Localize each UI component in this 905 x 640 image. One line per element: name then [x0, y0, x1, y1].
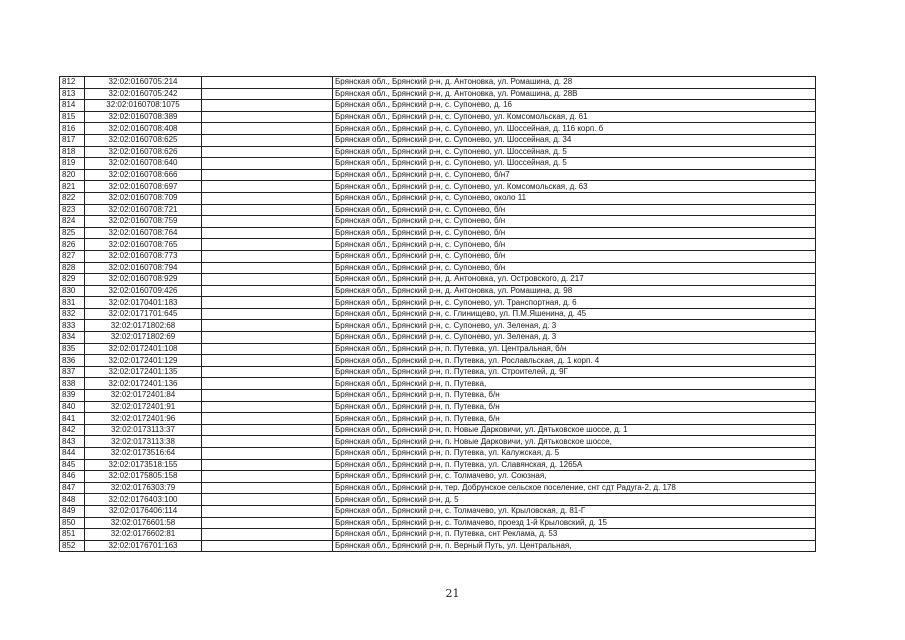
table-row: [60, 274, 816, 286]
row-number-cell: 833: [60, 320, 85, 332]
empty-cell: [202, 401, 333, 413]
cadastral-number-cell: 32:02:0172401:136: [85, 378, 202, 390]
table-row: [60, 378, 816, 390]
cadastral-number-cell: 32:02:0160708:759: [85, 216, 202, 228]
empty-cell: [202, 424, 333, 436]
table-row: [60, 459, 816, 471]
cadastral-number-cell: 32:02:0160708:408: [85, 123, 202, 135]
row-number-cell: 812: [60, 77, 85, 89]
table-row: [60, 448, 816, 460]
empty-cell: [202, 355, 333, 367]
table-row: [60, 111, 816, 123]
cadastral-number-cell: 32:02:0176403:100: [85, 494, 202, 506]
empty-cell: [202, 285, 333, 297]
row-number-cell: 818: [60, 146, 85, 158]
cadastral-number-cell: 32:02:0160708:929: [85, 274, 202, 286]
address-cell: Брянская обл., Брянский р-н, с. Толмачево, ул. Союзная,: [333, 471, 816, 483]
row-number-cell: 846: [60, 471, 85, 483]
table-row: [60, 505, 816, 517]
table-row: [60, 482, 816, 494]
address-cell: Брянская обл., Брянский р-н, с. Супонево, б/н: [333, 262, 816, 274]
empty-cell: [202, 517, 333, 529]
empty-cell: [202, 343, 333, 355]
table-row: [60, 471, 816, 483]
cadastral-number-cell: 32:02:0160708:794: [85, 262, 202, 274]
table-row: [60, 494, 816, 506]
row-number-cell: 836: [60, 355, 85, 367]
table-row: [60, 227, 816, 239]
row-number-cell: 831: [60, 297, 85, 309]
empty-cell: [202, 169, 333, 181]
empty-cell: [202, 378, 333, 390]
empty-cell: [202, 529, 333, 541]
cadastral-number-cell: 32:02:0160708:640: [85, 158, 202, 170]
empty-cell: [202, 459, 333, 471]
table-row: [60, 181, 816, 193]
row-number-cell: 819: [60, 158, 85, 170]
empty-cell: [202, 320, 333, 332]
cadastral-number-cell: 32:02:0173516:64: [85, 448, 202, 460]
row-number-cell: 840: [60, 401, 85, 413]
cadastral-number-cell: 32:02:0171701:645: [85, 308, 202, 320]
empty-cell: [202, 239, 333, 251]
cadastral-number-cell: 32:02:0176601:58: [85, 517, 202, 529]
cadastral-number-cell: 32:02:0160705:214: [85, 77, 202, 89]
cadastral-number-cell: 32:02:0173113:38: [85, 436, 202, 448]
cadastral-number-cell: 32:02:0160708:773: [85, 250, 202, 262]
table-row: [60, 424, 816, 436]
cadastral-number-cell: 32:02:0160705:242: [85, 88, 202, 100]
row-number-cell: 814: [60, 100, 85, 112]
page-number: 21: [445, 587, 460, 600]
row-number-cell: 837: [60, 366, 85, 378]
table-row: [60, 146, 816, 158]
empty-cell: [202, 436, 333, 448]
table-body: [60, 77, 816, 552]
row-number-cell: 852: [60, 540, 85, 552]
cadastral-number-cell: 32:02:0160708:626: [85, 146, 202, 158]
table-row: [60, 204, 816, 216]
cadastral-number-cell: 32:02:0160709:426: [85, 285, 202, 297]
address-cell: Брянская обл., Брянский р-н, с. Глинищево, ул. П.М.Яшенина, д. 45: [333, 308, 816, 320]
row-number-cell: 848: [60, 494, 85, 506]
address-cell: Брянская обл., Брянский р-н, с. Супонево, около 11: [333, 192, 816, 204]
cadastral-number-cell: 32:02:0172401:129: [85, 355, 202, 367]
cadastral-number-cell: 32:02:0176602:81: [85, 529, 202, 541]
row-number-cell: 827: [60, 250, 85, 262]
property-register-table: [59, 76, 816, 552]
cadastral-number-cell: 32:02:0173518:155: [85, 459, 202, 471]
address-cell: Брянская обл., Брянский р-н, п. Путевка, ул. Калужская, д. 5: [333, 448, 816, 460]
row-number-cell: 849: [60, 505, 85, 517]
empty-cell: [202, 262, 333, 274]
row-number-cell: 815: [60, 111, 85, 123]
address-cell: Брянская обл., Брянский р-н, п. Путевка, б/н: [333, 390, 816, 402]
address-cell: Брянская обл., Брянский р-н, с. Супонево, д. 16: [333, 100, 816, 112]
empty-cell: [202, 297, 333, 309]
row-number-cell: 845: [60, 459, 85, 471]
row-number-cell: 839: [60, 390, 85, 402]
empty-cell: [202, 413, 333, 425]
address-cell: Брянская обл., Брянский р-н, тер. Добрунское сельское поселение, снт сдт Радуга-2, д. 178: [333, 482, 816, 494]
row-number-cell: 822: [60, 192, 85, 204]
address-cell: Брянская обл., Брянский р-н, п. Путевка, ул. Славянская, д. 1265А: [333, 459, 816, 471]
table-row: [60, 436, 816, 448]
empty-cell: [202, 158, 333, 170]
table-row: [60, 169, 816, 181]
empty-cell: [202, 111, 333, 123]
address-cell: Брянская обл., Брянский р-н, д. 5: [333, 494, 816, 506]
cadastral-number-cell: 32:02:0160708:389: [85, 111, 202, 123]
row-number-cell: 828: [60, 262, 85, 274]
cadastral-number-cell: 32:02:0172401:135: [85, 366, 202, 378]
row-number-cell: 821: [60, 181, 85, 193]
address-cell: Брянская обл., Брянский р-н, с. Супонево, ул. Транспортная, д. 6: [333, 297, 816, 309]
address-cell: Брянская обл., Брянский р-н, д. Антоновка, ул. Островского, д. 217: [333, 274, 816, 286]
row-number-cell: 838: [60, 378, 85, 390]
table-row: [60, 239, 816, 251]
empty-cell: [202, 274, 333, 286]
empty-cell: [202, 216, 333, 228]
table-row: [60, 88, 816, 100]
row-number-cell: 850: [60, 517, 85, 529]
table-row: [60, 123, 816, 135]
empty-cell: [202, 204, 333, 216]
table-row: [60, 250, 816, 262]
address-cell: Брянская обл., Брянский р-н, п. Путевка, ул. Рославльская, д. 1 корп. 4: [333, 355, 816, 367]
address-cell: Брянская обл., Брянский р-н, с. Супонево, ул. Зеленая, д. 3: [333, 332, 816, 344]
empty-cell: [202, 482, 333, 494]
address-cell: Брянская обл., Брянский р-н, п. Путевка, б/н: [333, 413, 816, 425]
empty-cell: [202, 227, 333, 239]
row-number-cell: 817: [60, 134, 85, 146]
row-number-cell: 829: [60, 274, 85, 286]
cadastral-number-cell: 32:02:0160708:709: [85, 192, 202, 204]
address-cell: Брянская обл., Брянский р-н, с. Супонево, б/н: [333, 239, 816, 251]
empty-cell: [202, 181, 333, 193]
cadastral-number-cell: 32:02:0160708:765: [85, 239, 202, 251]
row-number-cell: 843: [60, 436, 85, 448]
table-row: [60, 401, 816, 413]
cadastral-number-cell: 32:02:0170401:183: [85, 297, 202, 309]
cadastral-number-cell: 32:02:0175805:158: [85, 471, 202, 483]
table-row: [60, 413, 816, 425]
cadastral-number-cell: 32:02:0171802:68: [85, 320, 202, 332]
empty-cell: [202, 366, 333, 378]
address-cell: Брянская обл., Брянский р-н, с. Супонево, ул. Шоссейная, д. 116 корп. б: [333, 123, 816, 135]
address-cell: Брянская обл., Брянский р-н, с. Супонево, ул. Шоссейная, д. 5: [333, 146, 816, 158]
table-row: [60, 308, 816, 320]
address-cell: Брянская обл., Брянский р-н, п. Новые Дарковичи, ул. Дятьковское шоссе, д. 1: [333, 424, 816, 436]
row-number-cell: 832: [60, 308, 85, 320]
table-row: [60, 366, 816, 378]
cadastral-number-cell: 32:02:0176701:163: [85, 540, 202, 552]
table-row: [60, 216, 816, 228]
cadastral-number-cell: 32:02:0176406:114: [85, 505, 202, 517]
address-cell: Брянская обл., Брянский р-н, с. Супонево, б/н: [333, 227, 816, 239]
table-row: [60, 192, 816, 204]
table-row: [60, 517, 816, 529]
address-cell: Брянская обл., Брянский р-н, с. Супонево, б/н: [333, 204, 816, 216]
empty-cell: [202, 505, 333, 517]
empty-cell: [202, 308, 333, 320]
table-row: [60, 390, 816, 402]
table-row: [60, 158, 816, 170]
address-cell: Брянская обл., Брянский р-н, с. Супонево, ул. Комсомольская, д. 63: [333, 181, 816, 193]
cadastral-number-cell: 32:02:0160708:666: [85, 169, 202, 181]
address-cell: Брянская обл., Брянский р-н, с. Супонево, б/н: [333, 250, 816, 262]
row-number-cell: 826: [60, 239, 85, 251]
address-cell: Брянская обл., Брянский р-н, с. Толмачево, ул. Крыловская, д. 81-Г: [333, 505, 816, 517]
table-row: [60, 285, 816, 297]
empty-cell: [202, 540, 333, 552]
table-row: [60, 134, 816, 146]
address-cell: Брянская обл., Брянский р-н, с. Супонево, б/н7: [333, 169, 816, 181]
address-cell: Брянская обл., Брянский р-н, с. Супонево, ул. Шоссейная, д. 5: [333, 158, 816, 170]
table-row: [60, 355, 816, 367]
cadastral-number-cell: 32:02:0176303:79: [85, 482, 202, 494]
row-number-cell: 816: [60, 123, 85, 135]
cadastral-number-cell: 32:02:0172401:108: [85, 343, 202, 355]
cadastral-number-cell: 32:02:0172401:91: [85, 401, 202, 413]
empty-cell: [202, 134, 333, 146]
cadastral-number-cell: 32:02:0160708:1075: [85, 100, 202, 112]
row-number-cell: 823: [60, 204, 85, 216]
cadastral-number-cell: 32:02:0172401:84: [85, 390, 202, 402]
empty-cell: [202, 146, 333, 158]
row-number-cell: 841: [60, 413, 85, 425]
empty-cell: [202, 250, 333, 262]
cadastral-number-cell: 32:02:0160708:721: [85, 204, 202, 216]
empty-cell: [202, 192, 333, 204]
table-row: [60, 529, 816, 541]
row-number-cell: 847: [60, 482, 85, 494]
cadastral-number-cell: 32:02:0160708:697: [85, 181, 202, 193]
empty-cell: [202, 494, 333, 506]
row-number-cell: 824: [60, 216, 85, 228]
empty-cell: [202, 390, 333, 402]
table-row: [60, 343, 816, 355]
empty-cell: [202, 471, 333, 483]
address-cell: Брянская обл., Брянский р-н, с. Супонево, ул. Шоссейная, д. 34: [333, 134, 816, 146]
address-cell: Брянская обл., Брянский р-н, п. Новые Дарковичи, ул. Дятьковское шоссе,: [333, 436, 816, 448]
row-number-cell: 830: [60, 285, 85, 297]
cadastral-number-cell: 32:02:0172401:96: [85, 413, 202, 425]
address-cell: Брянская обл., Брянский р-н, п. Путевка, б/н: [333, 401, 816, 413]
address-cell: Брянская обл., Брянский р-н, с. Супонево, ул. Зеленая, д. 3: [333, 320, 816, 332]
row-number-cell: 851: [60, 529, 85, 541]
cadastral-number-cell: 32:02:0160708:625: [85, 134, 202, 146]
address-cell: Брянская обл., Брянский р-н, с. Супонево, ул. Комсомольская, д. 61: [333, 111, 816, 123]
empty-cell: [202, 100, 333, 112]
table-row: [60, 77, 816, 89]
address-cell: Брянская обл., Брянский р-н, п. Путевка, ул. Строителей, д. 9Г: [333, 366, 816, 378]
table-row: [60, 540, 816, 552]
row-number-cell: 813: [60, 88, 85, 100]
address-cell: Брянская обл., Брянский р-н, д. Антоновка, ул. Ромашина, д. 98: [333, 285, 816, 297]
address-cell: Брянская обл., Брянский р-н, п. Верный Путь, ул. Центральная,: [333, 540, 816, 552]
address-cell: Брянская обл., Брянский р-н, с. Толмачево, проезд 1-й Крыловский, д. 15: [333, 517, 816, 529]
address-cell: Брянская обл., Брянский р-н, п. Путевка, снт Реклама, д. 53: [333, 529, 816, 541]
address-cell: Брянская обл., Брянский р-н, д. Антоновка, ул. Ромашина, д. 28В: [333, 88, 816, 100]
table-row: [60, 100, 816, 112]
row-number-cell: 844: [60, 448, 85, 460]
empty-cell: [202, 448, 333, 460]
address-cell: Брянская обл., Брянский р-н, п. Путевка,: [333, 378, 816, 390]
empty-cell: [202, 332, 333, 344]
table-row: [60, 332, 816, 344]
row-number-cell: 825: [60, 227, 85, 239]
table-row: [60, 297, 816, 309]
address-cell: Брянская обл., Брянский р-н, п. Путевка, ул. Центральная, б/н: [333, 343, 816, 355]
empty-cell: [202, 88, 333, 100]
row-number-cell: 834: [60, 332, 85, 344]
row-number-cell: 835: [60, 343, 85, 355]
empty-cell: [202, 123, 333, 135]
row-number-cell: 842: [60, 424, 85, 436]
address-cell: Брянская обл., Брянский р-н, д. Антоновка, ул. Ромашина, д. 28: [333, 77, 816, 89]
table-row: [60, 320, 816, 332]
cadastral-number-cell: 32:02:0160708:764: [85, 227, 202, 239]
address-cell: Брянская обл., Брянский р-н, с. Супонево, б/н: [333, 216, 816, 228]
empty-cell: [202, 77, 333, 89]
table-row: [60, 262, 816, 274]
cadastral-number-cell: 32:02:0171802:69: [85, 332, 202, 344]
row-number-cell: 820: [60, 169, 85, 181]
cadastral-number-cell: 32:02:0173113:37: [85, 424, 202, 436]
